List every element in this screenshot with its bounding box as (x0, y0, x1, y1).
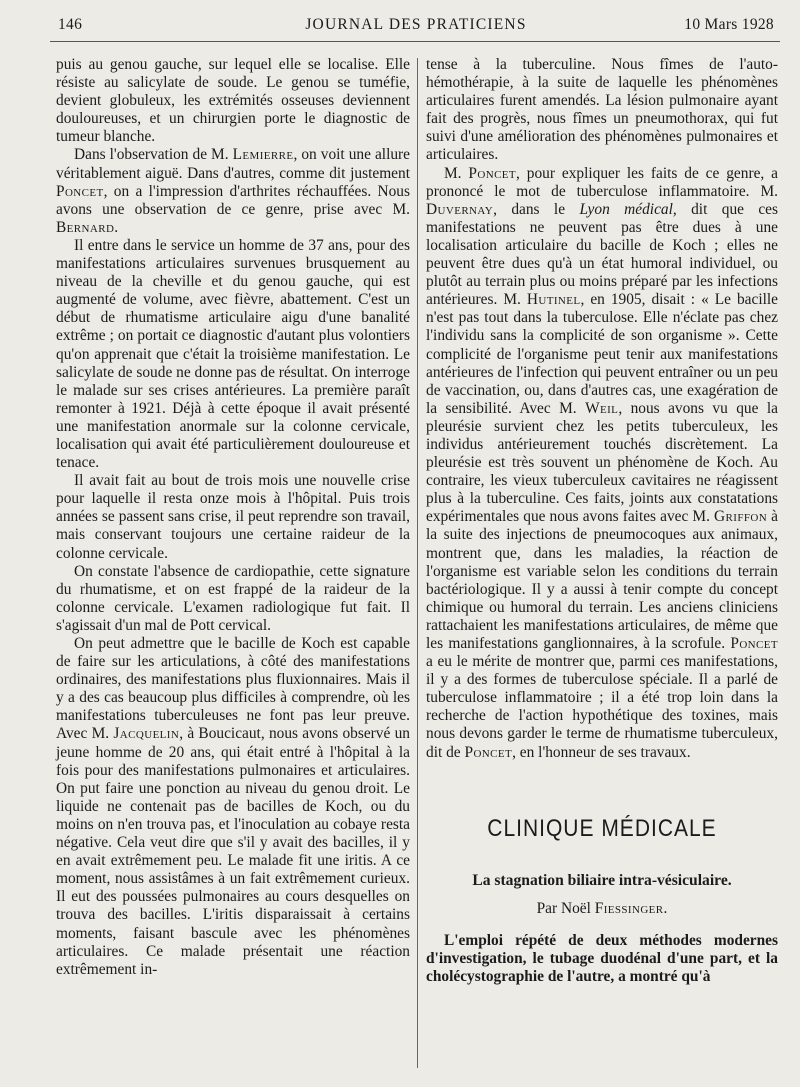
issue-date: 10 Mars 1928 (684, 16, 774, 33)
paragraph: tense à la tuberculine. Nous fîmes de l'auto-hémothérapie, à la suite de laquelle les phénomènes articulaires furent amendés. La lésion pulmonaire ayant fait des progrès, nous fîmes un pneumothorax, qui fut suivi d'une amélioration des phénomènes pulmonaires et articulaires. (426, 56, 778, 164)
page-header (58, 16, 774, 38)
column-divider (417, 58, 418, 1068)
author-name: Hutinel (526, 291, 581, 309)
paragraph: puis au genou gauche, sur lequel elle se localise. Elle résiste au salicylate de soude. Le genou se tuméfie, devient globuleux, les extrémités osseuses deviennent douloureuses, et un chirurgien porte le diagnostic de tumeur blanche. (56, 56, 410, 146)
article-author: Par Noël Fiessinger. (536, 899, 668, 917)
paragraph: L'emploi répété de deux méthodes modernes d'investigation, le tubage duodénal d'une part, et la cholécystographie de l'autre, a montré qu'à (426, 931, 778, 986)
author-name: Lemierre (232, 146, 294, 164)
journal-reference: Lyon médical (579, 200, 673, 218)
left-column (56, 56, 410, 979)
author-name: Griffon (714, 508, 768, 526)
journal-title: JOURNAL DES PRATICIENS (305, 16, 527, 33)
section-title: CLINIQUE MÉDICALE (487, 814, 717, 842)
author-name: Poncet (468, 164, 517, 182)
author-name: Jacquelin (113, 725, 180, 743)
article-body (426, 932, 778, 986)
paragraph: M. Poncet, pour expliquer les faits de ce genre, a prononcé le mot de tuberculose inflammatoire. M. Duvernay, dans le Lyon médical, dit que ces manifestations ne peuvent pas être dues à une localisation articulaire du bacille de Koch ; elles ne peuvent être dues qu'à un état humoral individuel, ou plutôt au terrain plus ou moins préparé par les infections antérieures. M. Hutinel, en 1905, disait : « Le bacille n'est pas tout dans la tuberculose. Elle n'éclate pas chez l'individu sans la complicité de son organisme ». Cette complicité de l'organisme peut tenir aux manifestations antérieures de l'infection qui peuvent entraîner ou un peu de vaccination, ou, dans d'autres cas, une exagération de la sensibilité. Avec M. Weil, nous avons vu que la pleurésie survient chez les petits tuberculeux, les individus antérieurement touchés discrètement. La pleurésie est très souvent un phénomène de Koch. Au contraire, les vieux tuberculeux cavitaires ne réagissent plus à la tuberculine. Ces faits, joints aux constatations expérimentales que nous avons faites avec M. Griffon à la suite des injections de pneumocoques aux animaux, montrent que, dans les maladies, la réaction de l'organisme est variable selon les conditions du terrain bactériologique. Il y a aussi à tenir compte du concept chimique ou humoral du terrain. Les anciens cliniciens rattachaient les manifestations articulaires, de même que les manifestations ganglionnaires, à la scrofule. Poncet a eu le mérite de montrer que, parmi ces manifestations, il y a des formes de tuberculose spéciale. Il a parlé de tuberculose inflammatoire ; il a été trop loin dans la recherche de l'action hypothétique des toxines, mais nous devons garder le terme de rhumatisme tuberculeux, dit de Poncet, en l'honneur de ses travaux. (426, 164, 779, 761)
author-name: Poncet (730, 635, 778, 652)
paragraph: Il entre dans le service un homme de 37 ans, pour des manifestations articulaires survenues brusquement au niveau de la cheville et du genou gauche, qui est augmenté de volume, avec fièvre, abattement. C'est un début de rhumatisme articulaire aigu d'une banalité extrême ; on portait ce diagnostic d'autant plus volontiers qu'on apprenait que c'était la troisième manifestation. Le salicylate de soude ne donne pas de résultat. On interroge le malade sur ses crises antérieures. La première paraît remonter à 1921. Déjà à cette époque il avait présenté une manifestation anormale sur la colonne cervicale, localisation qui avait été particulièrement douloureuse et tenace. (56, 236, 410, 472)
author-name: Bernard (56, 218, 115, 236)
paragraph: On constate l'absence de cardiopathie, cette signature du rhumatisme, et on est frappé de la raideur de la colonne cervicale. L'examen radiologique fut fait. Il s'agissait d'un mal de Pott cervical. (56, 562, 410, 634)
page-number: 146 (58, 16, 83, 33)
paragraph: On peut admettre que le bacille de Koch est capable de faire sur les articulations, à côté des manifestations ordinaires, des manifestations plus fluxionnaires. Mais il y a des cas beaucoup plus difficiles à comprendre, où les manifestations tuberculeuses ne font pas leur preuve. Avec M. Jacquelin, à Boucicaut, nous avons observé un jeune homme de 20 ans, qui était entré à l'hôpital à la fois pour des manifestations pulmonaires et articulaires. On put faire une ponction au niveau du genou droit. Le liquide ne contenait pas de bacilles de Koch, ou du moins on n'en trouva pas, et l'inoculation au cobaye resta négative. Cela veut dire que s'il y avait des bacilles, il y en avait extrêmement peu. Le malade fit une iritis. A ce moment, nous assistâmes à un fait extrêmement curieux. Il eut des poussées pulmonaires au cours desquelles on trouva des bacilles. L'iritis disparaissait à certains moments, faisant bascule avec les phénomènes articulaires. Ce malade présentait une réaction extrêmement in- (56, 635, 410, 978)
article-title: La stagnation biliaire intra-vésiculaire. (472, 871, 732, 889)
header-rule (50, 41, 780, 42)
author-name: Duvernay (426, 200, 494, 218)
right-column (426, 56, 778, 986)
author-name: Weil (585, 399, 619, 417)
author-name: Poncet (56, 182, 104, 200)
paragraph: Il avait fait au bout de trois mois une nouvelle crise pour laquelle il resta onze mois à l'hôpital. Puis trois années se passent sans crise, il peut reprendre son travail, mais conservant toujours une certaine raideur de la colonne cervicale. (56, 472, 410, 562)
author-name: Poncet (464, 743, 513, 761)
paragraph: Dans l'observation de M. Lemierre, on voit une allure véritablement aiguë. Dans d'autres, comme dit justement Poncet, on a l'impression d'arthrites réchauffées. Nous avons une observation de ce genre, prise avec M. Bernard. (56, 146, 410, 236)
